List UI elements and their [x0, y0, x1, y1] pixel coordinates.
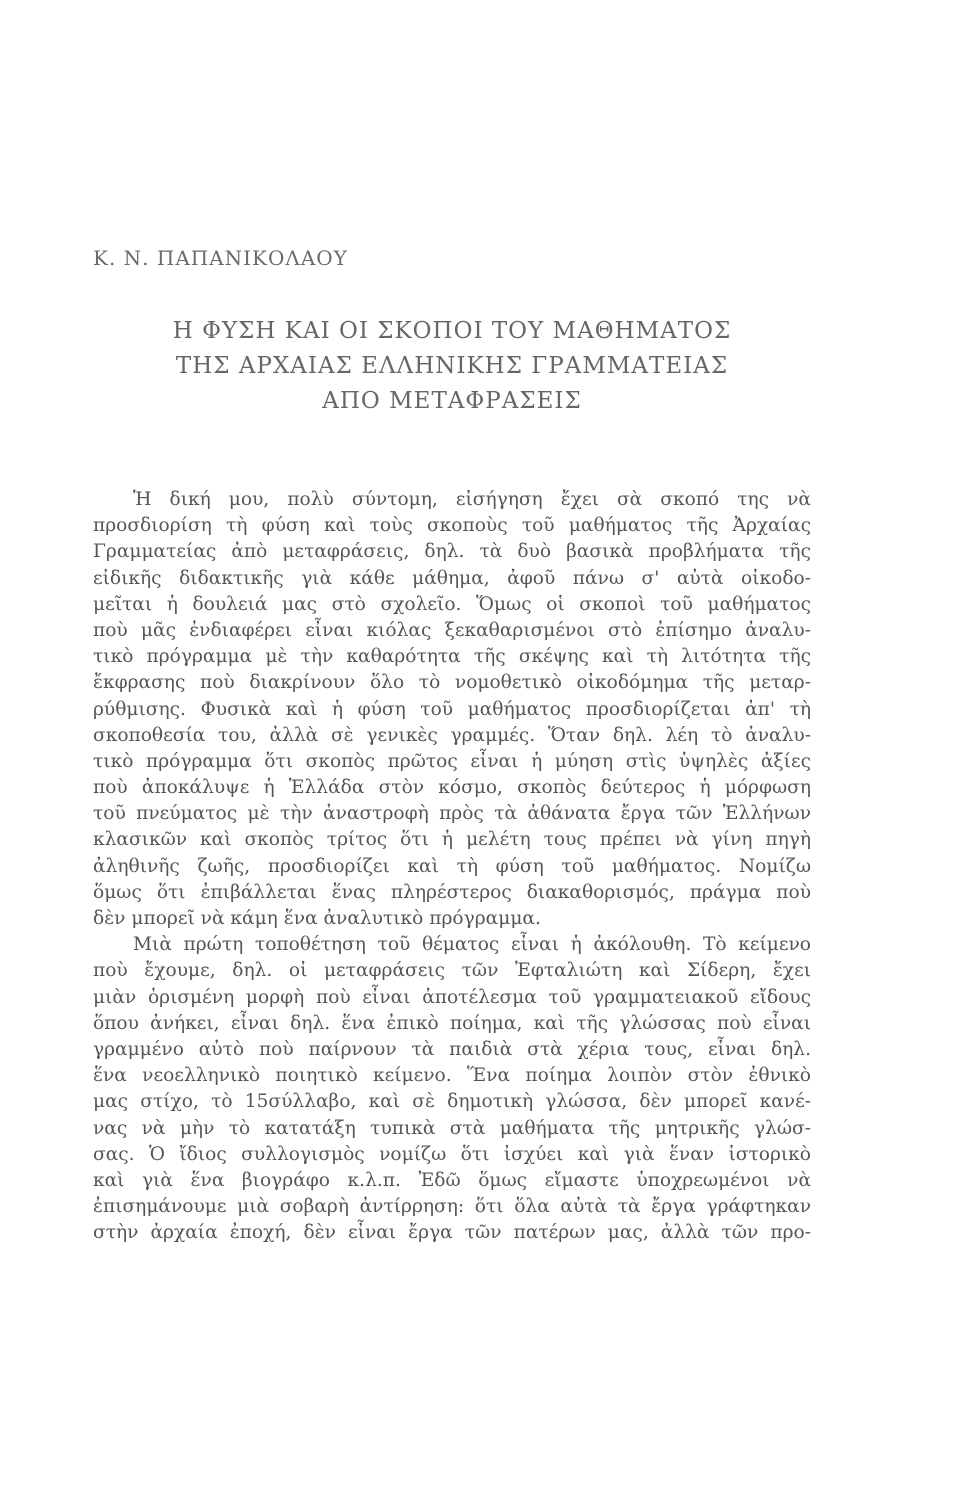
body-line: ἐπισημάνουμε μιὰ σοβαρὴ ἀντίρρηση: ὅτι ὅλα αὐτὰ τὰ ἔργα γράφτηκαν: [93, 1196, 811, 1218]
body-line: ποὺ ἔχουμε, δηλ. οἱ μεταφράσεις τῶν Ἐφταλιώτη καὶ Σίδερη, ἔχει: [93, 960, 811, 982]
body-line: ποὺ ἀποκάλυψε ἡ Ἑλλάδα στὸν κόσμο, σκοπὸς δεύτερος ἡ μόρφωση: [93, 777, 811, 799]
body-line: μιὰν ὁρισμένη μορφὴ ποὺ εἶναι ἀποτέλεσμα τοῦ γραμματειακοῦ εἴδους: [93, 986, 811, 1008]
body-line: σας. Ὁ ἴδιος συλλογισμὸς νομίζω ὅτι ἰσχύει καὶ γιὰ ἕναν ἱστορικὸ: [93, 1143, 811, 1165]
body-line: μεῖται ἡ δουλειά μας στὸ σχολεῖο. Ὅμως οἱ σκοποὶ τοῦ μαθήματος: [93, 593, 811, 615]
body-line: δὲν μπορεῖ νὰ κάμη ἕνα ἀναλυτικὸ πρόγραμμα.: [93, 908, 541, 929]
body-line: κλασικῶν καὶ σκοπὸς τρίτος ὅτι ἡ μελέτη τους πρέπει νὰ γίνη πηγὴ: [93, 829, 811, 851]
title-line-2: ΤΗΣ ΑΡΧΑΙΑΣ ΕΛΛΗΝΙΚΗΣ ΓΡΑΜΜΑΤΕΙΑΣ: [175, 353, 729, 379]
body-line: γραμμένο αὐτὸ ποὺ παίρνουν τὰ παιδιὰ στὰ χέρια τους, εἶναι δηλ.: [93, 1038, 811, 1060]
body-line: προσδιορίση τὴ φύση καὶ τοὺς σκοποὺς τοῦ μαθήματος τῆς Ἀρχαίας: [93, 515, 811, 537]
body-line: στὴν ἀρχαία ἐποχή, δὲν εἶναι ἔργα τῶν πατέρων μας, ἀλλὰ τῶν προ-: [93, 1222, 811, 1244]
body-line: ρύθμισης. Φυσικὰ καὶ ἡ φύση τοῦ μαθήματος προσδιορίζεται ἀπ' τὴ: [93, 698, 811, 720]
body-line: ἔκφρασης ποὺ διακρίνουν ὅλο τὸ νομοθετικὸ οἰκοδόμημα τῆς μεταρ-: [93, 672, 811, 694]
body-line: ὅπου ἀνήκει, εἶναι δηλ. ἕνα ἐπικὸ ποίημα, καὶ τῆς γλώσσας ποὺ εἶναι: [93, 1012, 811, 1034]
body-line: νας νὰ μὴν τὸ κατατάξη τυπικὰ στὰ μαθήματα τῆς μητρικῆς γλώσ-: [93, 1117, 811, 1139]
title-line-1: Η ΦΥΣΗ ΚΑΙ ΟΙ ΣΚΟΠΟΙ ΤΟΥ ΜΑΘΗΜΑΤΟΣ: [172, 318, 732, 344]
body-line: ἀληθινῆς ζωῆς, προσδιορίζει καὶ τὴ φύση τοῦ μαθήματος. Νομίζω: [93, 855, 811, 877]
body-line: εἰδικῆς διδακτικῆς γιὰ κάθε μάθημα, ἀφοῦ πάνω σ' αὐτὰ οἰκοδο-: [93, 567, 811, 589]
body-line: τοῦ πνεύματος μὲ τὴν ἀναστροφὴ πρὸς τὰ ἀθάνατα ἔργα τῶν Ἑλλήνων: [93, 803, 811, 825]
body-line: ὅμως ὅτι ἐπιβάλλεται ἕνας πληρέστερος διακαθορισμός, πράγμα ποὺ: [93, 881, 811, 903]
body-line: μας στίχο, τὸ 15σύλλαβο, καὶ σὲ δημοτικὴ γλώσσα, δὲν μπορεῖ κανέ-: [93, 1091, 811, 1113]
body-line: τικὸ πρόγραμμα ὅτι σκοπὸς πρῶτος εἶναι ἡ μύηση στὶς ὑψηλὲς ἀξίες: [93, 750, 811, 772]
article-title: [93, 314, 811, 419]
body-line: σκοποθεσία του, ἀλλὰ σὲ γενικὲς γραμμές. Ὅταν δηλ. λέη τὸ ἀναλυ-: [93, 724, 811, 746]
body-line: Μιὰ πρώτη τοποθέτηση τοῦ θέματος εἶναι ἡ ἀκόλουθη. Τὸ κείμενο: [133, 934, 811, 956]
body-line: ἕνα νεοελληνικὸ ποιητικὸ κείμενο. Ἕνα ποίημα λοιπὸν στὸν ἐθνικὸ: [93, 1065, 811, 1087]
body-line: Ἡ δική μου, πολὺ σύντομη, εἰσήγηση ἔχει σὰ σκοπό της νὰ: [133, 489, 811, 510]
body-line: τικὸ πρόγραμμα μὲ τὴν καθαρότητα τῆς σκέψης καὶ τὴ λιτότητα τῆς: [93, 646, 811, 668]
body-line: ποὺ μᾶς ἐνδιαφέρει εἶναι κιόλας ξεκαθαρισμένοι στὸ ἐπίσημο ἀναλυ-: [93, 619, 811, 641]
body-text: [93, 487, 811, 1246]
body-line: Γραμματείας ἀπὸ μεταφράσεις, δηλ. τὰ δυὸ βασικὰ προβλήματα τῆς: [93, 541, 811, 563]
body-line: καὶ γιὰ ἕνα βιογράφο κ.λ.π. Ἐδῶ ὅμως εἴμαστε ὑποχρεωμένοι νὰ: [93, 1169, 811, 1191]
author-name: Κ. Ν. ΠΑΠΑΝΙΚΟΛΑΟΥ: [93, 246, 348, 270]
title-line-3: ΑΠΟ ΜΕΤΑΦΡΑΣΕΙΣ: [322, 388, 582, 414]
